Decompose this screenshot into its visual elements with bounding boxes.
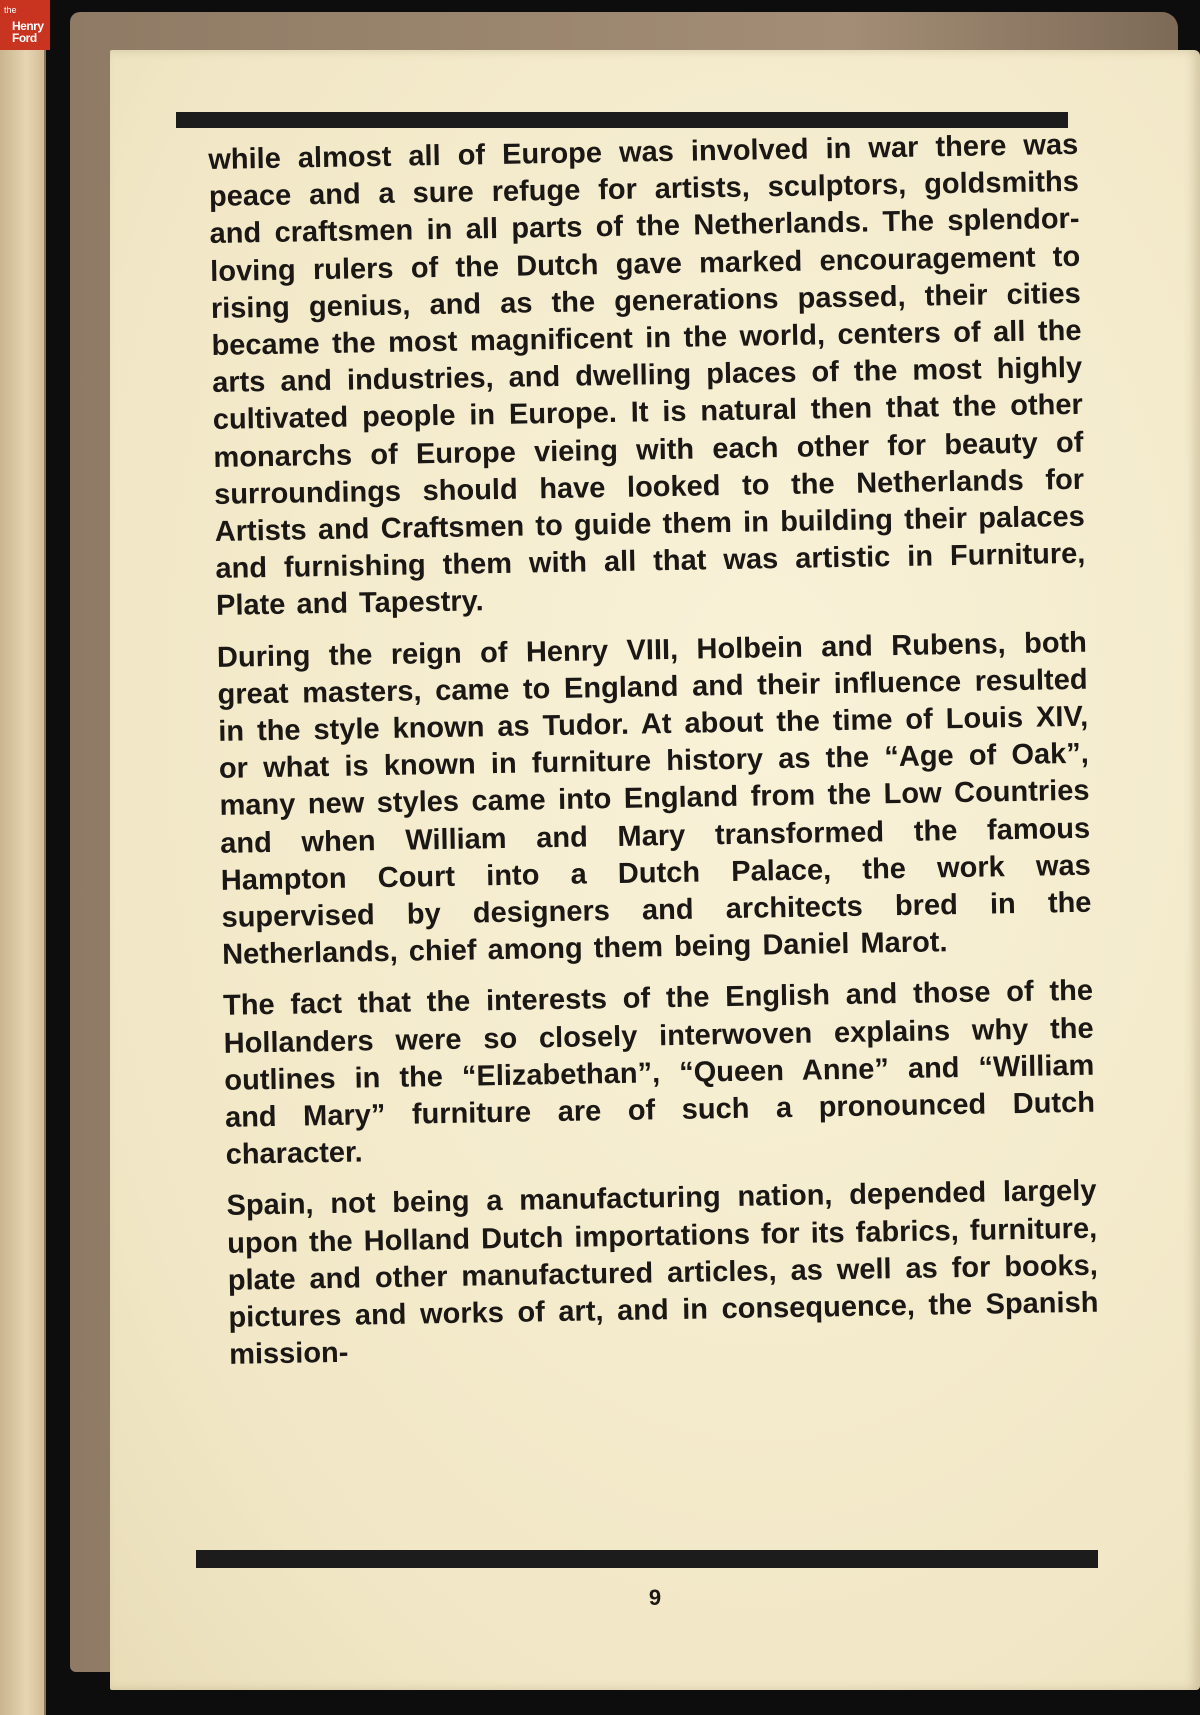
book-cover [70, 12, 1178, 1672]
paragraph: while almost all of Europe was involved in war there was peace and a sure refuge for artists, sculptors, goldsmiths and craftsmen in all parts of the Netherlands. The splendor-loving rulers of the Dutch gave marked encouragement to rising genius, and as the generations passed, their cities became the most magnificent in the world, centers of all the arts and industries, and dwelling places of the most highly cultivated people in Europe. It is natural then that the other monarchs of Europe vieing with each other for beauty of surroundings should have looked to the Netherlands for Artists and Craftsmen to guide them in building their palaces and furnishing them with all that was artistic in Furniture, Plate and Tapestry. [208, 128, 1086, 623]
book-page [110, 50, 1200, 1690]
facing-page-edge [0, 50, 46, 1715]
page-text [208, 127, 1102, 1537]
henry-ford-logo [0, 0, 50, 50]
logo-prefix: the [4, 5, 17, 15]
page-number: 9 [648, 1585, 662, 1610]
bottom-rule [196, 1550, 1098, 1568]
paragraph: The fact that the interests of the English and those of the Hollanders were so closely interwoven explains why the outlines in the “Elizabethan”, “Queen Anne” and “William and Mary” furniture are of such a pronounced Dutch character. [222, 975, 1096, 1172]
top-rule [176, 112, 1068, 128]
paragraph: During the reign of Henry VIII, Holbein and Rubens, both great masters, came to England and their influence resulted in the style known as Tudor. At about the time of Louis XIV, or what is known in furniture history as the “Age of Oak”, many new styles came into England from the Low Countries and when William and Mary transformed the famous Hampton Court into a Dutch Palace, the work was supervised by designers and architects bred in the Netherlands, chief among them being Daniel Marot. [216, 626, 1092, 972]
paragraph: Spain, not being a manufacturing nation, depended largely upon the Holland Dutch importations for its fabrics, furniture, plate and other manufactured articles, as well as for books, pictures and works of art, and in consequence, the Spanish mission- [226, 1175, 1099, 1372]
logo-name: Henry Ford [12, 19, 44, 45]
